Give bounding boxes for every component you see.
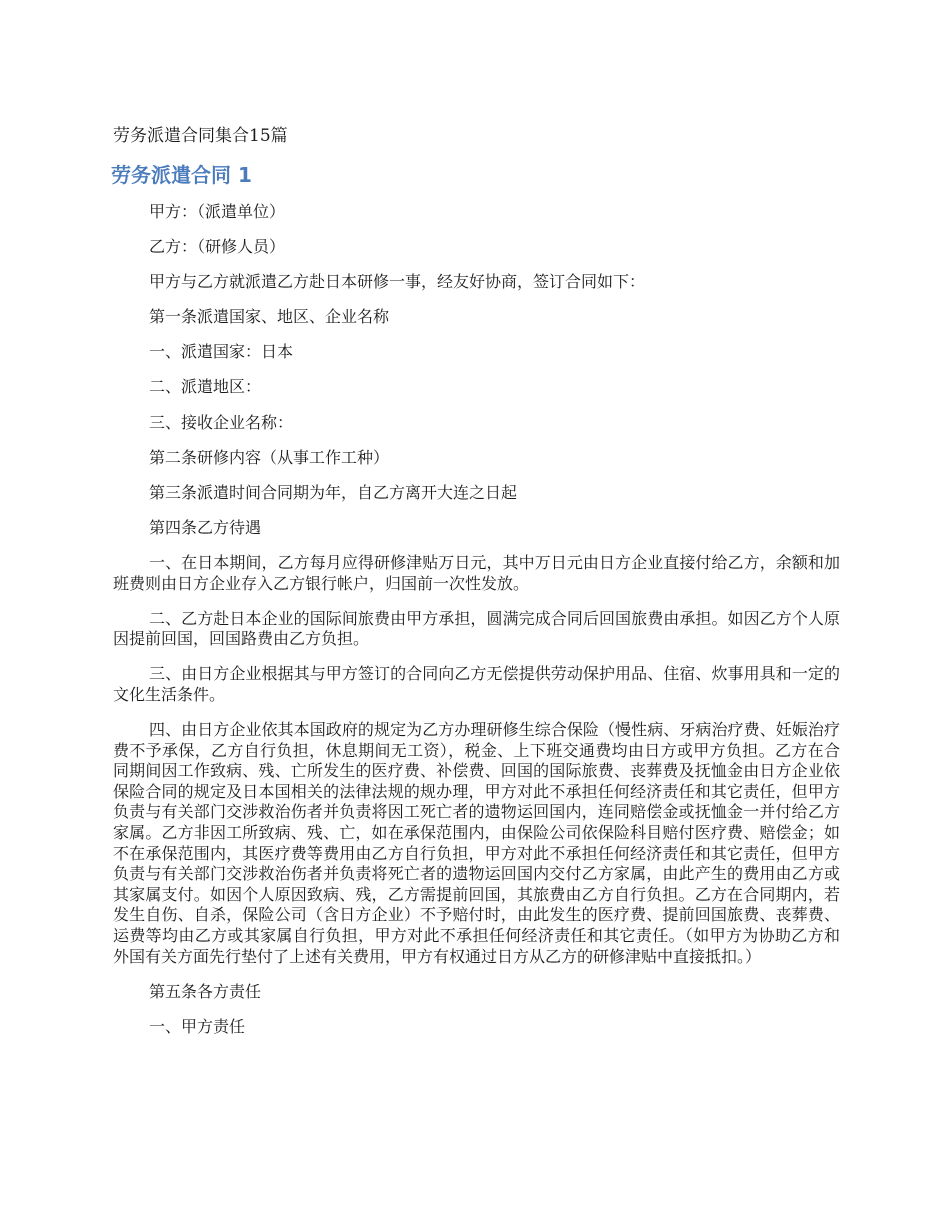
document-page — [113, 124, 840, 1052]
article-4-item-4: 四、由日方企业依其本国政府的规定为乙方办理研修生综合保险（慢性病、牙病治疗费、妊娠治疗费不予承保，乙方自行负担，休息期间无工资），税金、上下班交通费均由日方或甲方负担。乙方在合同期间因工作致病、残、亡所发生的医疗费、补偿费、回国的国际旅费、丧葬费及抚恤金由日方企业依保险合同的规定及日本国相关的法律法规的规办理，甲方对此不承担任何经济责任和其它责任，但甲方负责与有关部门交涉救治伤者并负责将因工死亡者的遗物运回国内，连同赔偿金或抚恤金一并付给乙方家属。乙方非因工所致病、残、亡，如在承保范围内，由保险公司依保险科目赔付医疗费、赔偿金；如不在承保范围内，其医疗费等费用由乙方自行负担，甲方对此不承担任何经济责任和其它责任，但甲方负责与有关部门交涉救治伤者并负责将死亡者的遗物运回国内交付乙方家属，由此产生的费用由乙方或其家属支付。如因个人原因致病、残，乙方需提前回国，其旅费由乙方自行负担。乙方在合同期内，若发生自伤、自杀，保险公司（含日方企业）不予赔付时，由此发生的医疗费、提前回国旅费、丧葬费、运费等均由乙方或其家属自行负担，甲方对此不承担任何经济责任和其它责任。（如甲方为协助乙方和外国有关方面先行垫付了上述有关费用，甲方有权通过日方从乙方的研修津贴中直接抵扣。） — [113, 720, 840, 966]
article-1-item-3: 三、接收企业名称： — [149, 412, 294, 432]
article-2-heading: 第二条研修内容（从事工作工种） — [149, 447, 390, 467]
section-heading: 劳务派遣合同 1 — [111, 163, 252, 187]
article-4-heading: 第四条乙方待遇 — [149, 517, 262, 537]
article-1-heading: 第一条派遣国家、地区、企业名称 — [149, 307, 390, 327]
article-1-item-2: 二、派遣地区： — [149, 377, 262, 397]
article-4-item-1: 一、在日本期间，乙方每月应得研修津贴万日元，其中万日元由日方企业直接付给乙方，余额和加班费则由日方企业存入乙方银行帐户，归国前一次性发放。 — [113, 552, 840, 593]
party-a-line: 甲方：（派遣单位） — [149, 202, 286, 221]
article-4-item-2: 二、乙方赴日本企业的国际间旅费由甲方承担，圆满完成合同后回国旅费由承担。如因乙方个人原因提前回国，回国路费由乙方负担。 — [113, 608, 840, 649]
article-4-item-3: 三、由日方企业根据其与甲方签订的合同向乙方无偿提供劳动保护用品、住宿、炊事用具和一定的文化生活条件。 — [113, 664, 840, 704]
document-title: 劳务派遣合同集合15篇 — [113, 126, 288, 146]
article-5-heading: 第五条各方责任 — [149, 981, 262, 1001]
party-b-line: 乙方：（研修人员） — [149, 237, 286, 257]
intro-paragraph: 甲方与乙方就派遣乙方赴日本研修一事，经友好协商，签订合同如下： — [149, 272, 646, 292]
article-3-heading: 第三条派遣时间合同期为年，自乙方离开大连之日起 — [149, 482, 518, 502]
article-1-item-1: 一、派遣国家：日本 — [149, 342, 294, 362]
article-5-item-1: 一、甲方责任 — [149, 1016, 246, 1036]
